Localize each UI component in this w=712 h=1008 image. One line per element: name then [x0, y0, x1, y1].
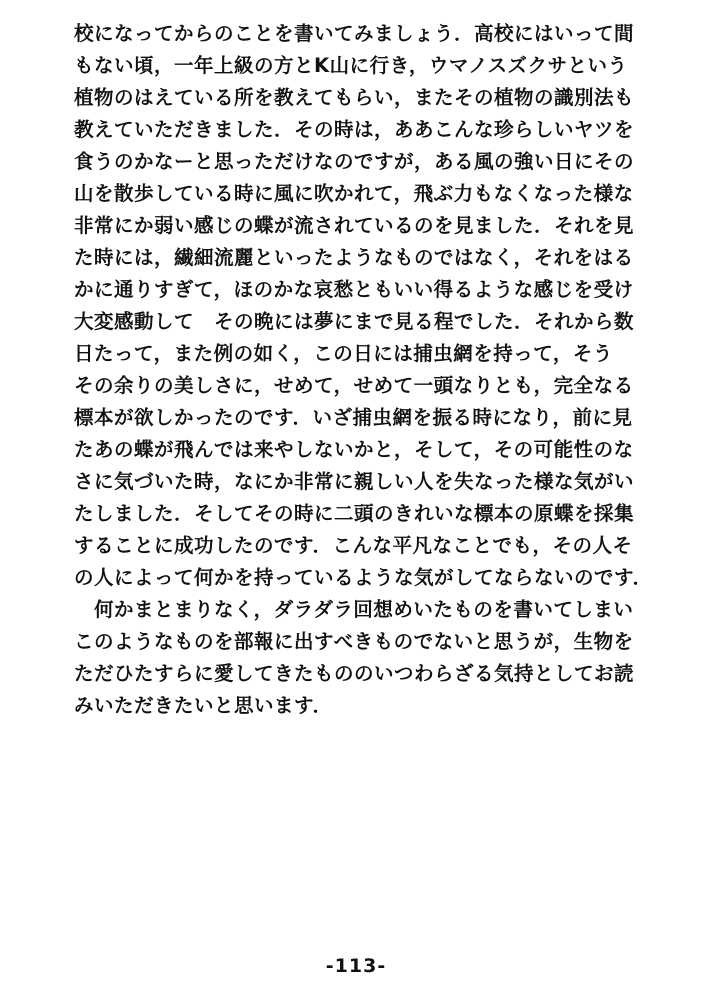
- text-line: 食うのかなーと思っただけなのですが，ある風の強い日にその: [74, 150, 635, 173]
- text-line: 教えていただきました．その時は，ああこんな珍らしいヤツを: [74, 118, 635, 141]
- text-line: 大変感動して その晩には夢にまで見る程でした．それから数: [74, 310, 635, 333]
- text-line: さに気づいた時，なにか非常に親しい人を失なった様な気がい: [74, 470, 635, 493]
- text-line: た時には，繊細流麗といったようなものではなく，それをはる: [74, 246, 634, 269]
- page-number: -113-: [325, 955, 387, 977]
- text-line: 日たって，また例の如く，この日には捕虫網を持って，そう: [74, 342, 613, 365]
- text-line: 非常にか弱い感じの蝶が流されているのを見ました．それを見: [74, 214, 635, 237]
- text-line: 山を散歩している時に風に吹かれて，飛ぶ力もなくなった様な: [74, 182, 634, 205]
- text-line: 校になってからのことを書いてみましょう．高校にはいって間: [74, 22, 635, 45]
- text-line: このようなものを部報に出すべきものでないと思うが，生物を: [74, 630, 634, 653]
- text-line: もない頃，一年上級の方とK山に行き，ウマノスズクサという: [74, 54, 628, 77]
- text-line: 植物のはえている所を教えてもらい，またその植物の識別法も: [74, 86, 635, 109]
- text-line: その余りの美しさに，せめて，せめて一頭なりとも，完全なる: [74, 374, 634, 397]
- text-line: ただひたすらに愛してきたもののいつわらざる気持としてお読: [74, 662, 635, 685]
- text-line: 標本が欲しかったのです．いざ捕虫網を振る時になり，前に見: [74, 406, 633, 429]
- text-line: たあの蝶が飛んでは来やしないかと，そして，その可能性のな: [74, 438, 634, 461]
- text-line: することに成功したのです．こんな平凡なことでも，その人そ: [74, 534, 633, 557]
- text-line: たしました．そしてその時に二頭のきれいな標本の原蝶を採集: [74, 502, 635, 525]
- text-line: かに通りすぎて，ほのかな哀愁ともいい得るような感じを受け: [74, 278, 634, 301]
- body-text: [74, 18, 674, 722]
- text-line: 何かまとまりなく，ダラダラ回想めいたものを書いてしまい: [74, 598, 634, 621]
- text-line: みいただきたいと思います．: [74, 694, 333, 717]
- text-line: の人によって何かを持っているような気がしてならないのです．: [74, 566, 653, 589]
